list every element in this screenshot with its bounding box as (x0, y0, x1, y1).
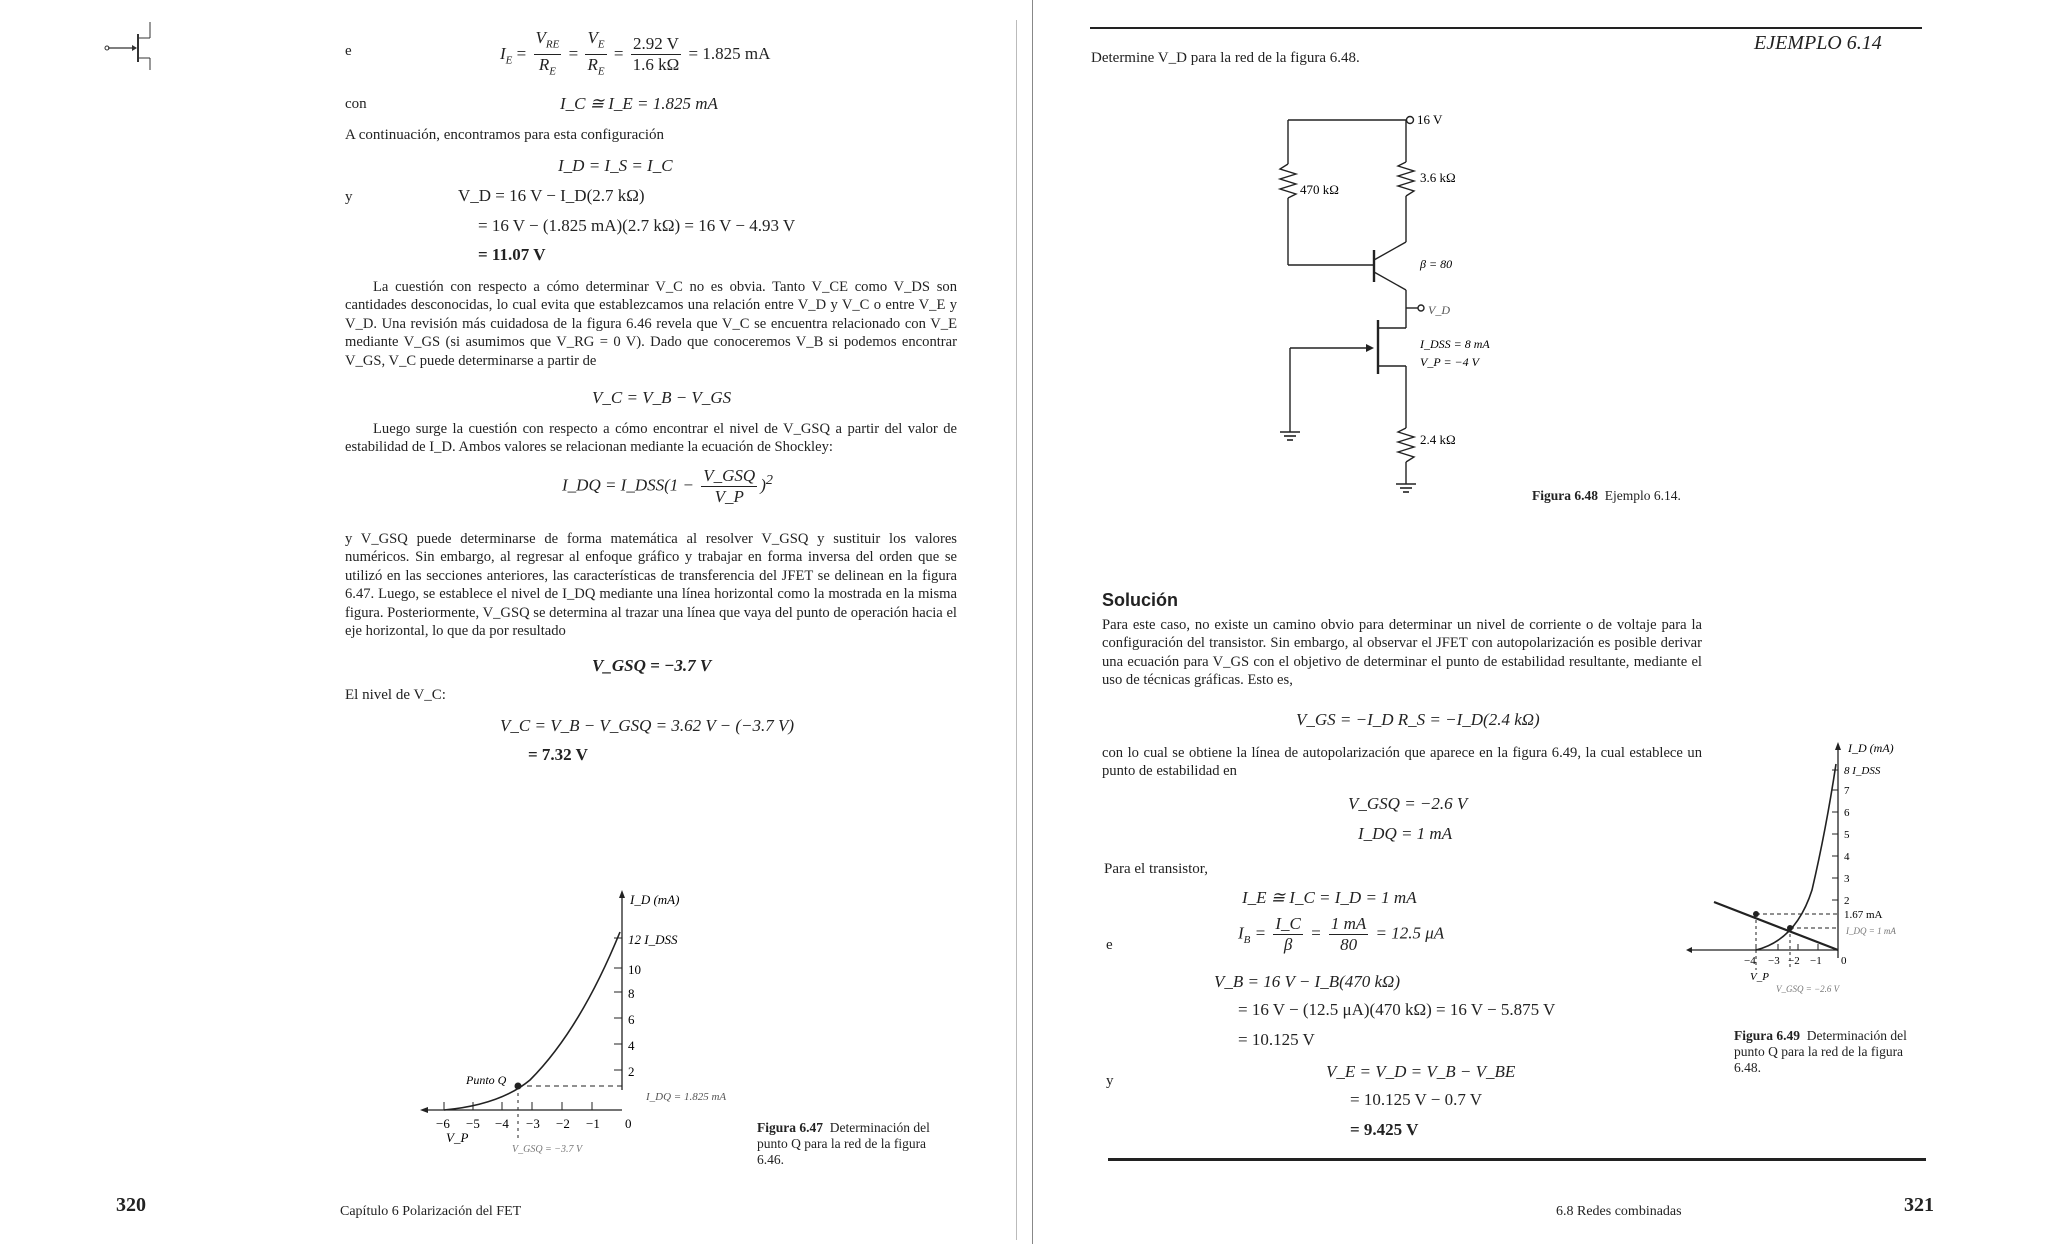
equation-shockley: I_DQ = I_DSS(1 − $\frac{\text{V\_GSQ}}{V\_P}$ )$^2$ (562, 466, 773, 506)
figure-6-48-caption: Figura 6.48 Ejemplo 6.14. (1532, 488, 1681, 503)
figure-6-47-caption: Figura 6.47 Determinación del punto Q para la red de la figura 6.46. (757, 1120, 930, 1167)
left-page-number: 320 (116, 1194, 146, 1216)
fig49-ytick: 2 (1844, 895, 1850, 907)
fig49-ytick: 6 (1844, 807, 1850, 819)
fig47-xtick: −3 (526, 1116, 540, 1131)
equation-vc: V_C = V_B − V_GS (592, 388, 732, 407)
equation-ie-right: I_E ≅ I_C = I_D = 1 mA (1242, 888, 1417, 907)
equation-vd-3: = 11.07 V (478, 245, 546, 264)
solucion-heading: Solución (1102, 590, 1178, 610)
page-gutter (1032, 0, 1033, 1244)
fig49-idq: 1.67 mA (1844, 909, 1883, 921)
fig49-xtick: −3 (1768, 955, 1780, 967)
fig49-ytick: 4 (1844, 851, 1850, 863)
equation-ve-2: = 10.125 V − 0.7 V (1350, 1090, 1483, 1109)
equation-vgsq-right: V_GSQ = −2.6 V (1348, 794, 1468, 813)
right-footer: 6.8 Redes combinadas (1556, 1204, 1682, 1219)
equation-vb-3: = 10.125 V (1238, 1030, 1315, 1049)
equation-idq: I_DQ = 1 mA (1358, 824, 1453, 843)
right-page-number: 321 (1904, 1194, 1934, 1216)
fig47-xtick: 0 (625, 1116, 632, 1131)
self-bias-line (1714, 902, 1838, 950)
fig49-vgsq: V_GSQ = −2.6 V (1776, 984, 1840, 994)
label-e: e (345, 43, 352, 59)
fig48-vd: V_D (1428, 303, 1450, 317)
fig47-ylabel: I_D (mA) (630, 892, 680, 907)
fig48-beta: β = 80 (1420, 257, 1453, 271)
fig49-xtick: −4 (1744, 955, 1756, 967)
equation-vc2-1: V_C = V_B − V_GSQ = 3.62 V − (−3.7 V) (500, 716, 795, 735)
equation-id: I_D = I_S = I_C (558, 156, 673, 175)
label-con: con (345, 96, 367, 112)
fig49-ytick: 5 (1844, 829, 1850, 841)
label-e-right: e (1106, 937, 1113, 953)
equation-vgsq: V_GSQ = −3.7 V (592, 656, 712, 675)
fig48-vp: V_P = −4 V (1420, 355, 1479, 369)
figure-6-49-caption: Figura 6.49 Determinación del punto Q para la red de la figura 6.48. (1734, 1028, 1907, 1075)
fig47-xtick: −6 (436, 1116, 450, 1131)
equation-ie: $I_E$ = $\frac{V_{RE}}{R_E}$ = $\frac{V_E}{R_E}$ = $\frac{2.92 V}{1.6 k\Omega}$ = 1.825 mA (500, 28, 771, 78)
fig48-vdd: 16 V (1417, 112, 1443, 127)
punto-q-marker (515, 1083, 522, 1090)
equation-vb-2: = 16 V − (12.5 μA)(470 kΩ) = 16 V − 5.875 V (1238, 1000, 1556, 1019)
fig47-xtick: −1 (586, 1116, 600, 1131)
fig47-ytick: 2 (628, 1064, 635, 1079)
fig47-ytick: 6 (628, 1012, 635, 1027)
fig49-xtick: −2 (1788, 955, 1800, 967)
label-y: y (345, 189, 353, 205)
figure-6-48 (1270, 102, 1530, 512)
figure-6-47 (420, 890, 750, 1180)
equation-ve-3: = 9.425 V (1350, 1120, 1419, 1139)
fig47-xtick: −4 (495, 1116, 509, 1131)
bottom-rule (1108, 1158, 1926, 1161)
figure-6-49 (1686, 740, 1906, 1020)
fig49-ylabel: I_D (mA) (1848, 741, 1894, 755)
solution-paragraph-2: con lo cual se obtiene la línea de autopolarización que aparece en la figura 6.49, la cual establece un punto de estabilidad en (1102, 745, 1702, 780)
fig47-ytick: 12 I_DSS (628, 932, 678, 947)
fig47-xtick: −2 (556, 1116, 570, 1131)
equation-vd-2: = 16 V − (1.825 mA)(2.7 kΩ) = 16 V − 4.93 V (478, 216, 796, 235)
left-footer: Capítulo 6 Polarización del FET (340, 1204, 522, 1219)
jfet-symbol-icon (104, 18, 154, 74)
fig49-ytick: 7 (1844, 785, 1850, 797)
equation-vgs: V_GS = −I_D R_S = −I_D(2.4 kΩ) (1296, 710, 1540, 729)
equation-vd-1: V_D = 16 V − I_D(2.7 kΩ) (458, 186, 645, 205)
fig49-ytick: 8 I_DSS (1844, 765, 1881, 777)
example-prompt: Determine V_D para la red de la figura 6.48. (1091, 50, 1360, 66)
equation-ve-1: V_E = V_D = V_B − V_BE (1326, 1062, 1516, 1081)
resistor-3k6 (1398, 162, 1414, 196)
ground-icon (1396, 484, 1416, 492)
fig47-ytick: 10 (628, 962, 641, 977)
fig47-vgsq: V_GSQ = −3.7 V (512, 1144, 583, 1155)
page-gutter (1016, 20, 1017, 1240)
label-y-right: y (1106, 1073, 1114, 1089)
fig49-xtick: 0 (1841, 955, 1847, 967)
equation-ib: $I_B$ = $\frac{I\_C}{\beta}$ = $\frac{1 mA}{80}$ = 12.5 μA (1238, 914, 1445, 954)
fig48-idss: I_DSS = 8 mA (1420, 337, 1490, 351)
fig48-rs: 2.4 kΩ (1420, 432, 1456, 447)
fig48-r1: 470 kΩ (1300, 182, 1339, 197)
fig47-vp: V_P (446, 1130, 469, 1145)
para-transistor: Para el transistor, (1104, 861, 1208, 877)
equation-ic: I_C ≅ I_E = 1.825 mA (560, 94, 718, 113)
intro-line: A continuación, encontramos para esta configuración (345, 127, 665, 143)
solution-paragraph-1: Para este caso, no existe un camino obvio para determinar un nivel de corriente o de voltaje para la configuración del transistor. Sin embargo, al observar el JFET con autopolarización es posible derivar una ecuación para V_GS con el objetivo de determinar el punto de estabilidad resultante, mediante el uso de técnicas gráficas. Esto es, (1102, 617, 1702, 689)
resistor-2k4 (1398, 428, 1414, 462)
example-title: EJEMPLO 6.14 (1754, 32, 1882, 54)
paragraph-2: Luego surge la cuestión con respecto a cómo encontrar el nivel de V_GSQ a partir del valor de estabilidad de I_D. Ambos valores se relacionan mediante la ecuación de Shockley: (345, 421, 957, 456)
fig47-xtick: −5 (466, 1116, 480, 1131)
equation-vc2-2: = 7.32 V (528, 745, 588, 764)
resistor-470k (1280, 164, 1296, 198)
fig49-vp: V_P (1750, 971, 1769, 983)
fig47-punto: Punto Q (466, 1073, 507, 1087)
ground-icon (1280, 432, 1300, 440)
top-rule (1090, 27, 1922, 29)
equation-vb-1: V_B = 16 V − I_B(470 kΩ) (1214, 972, 1400, 991)
fig47-ytick: 8 (628, 986, 635, 1001)
paragraph-3: y V_GSQ puede determinarse de forma matemática al resolver V_GSQ y sustituir los valores numéricos. Sin embargo, al regresar al enfoque gráfico y trabajar en forma inversa del orden que se utilizó en las secciones anteriores, las características de transferencia del JFET se delinean en la figura 6.47. Luego, se establece el nivel de I_DQ mediante una línea horizontal como la mostrada en la misma figura. Posteriormente, V_GSQ se determina al trazar una línea que vaya del punto de operación hacia el eje horizontal, lo que da por resultado (345, 531, 957, 640)
fig49-xtick: −1 (1810, 955, 1822, 967)
fig47-ytick: 4 (628, 1038, 635, 1053)
fig48-r2: 3.6 kΩ (1420, 170, 1456, 185)
fig49-idq2: I_DQ = 1 mA (1846, 926, 1896, 936)
fig49-ytick: 3 (1844, 873, 1850, 885)
fig47-idq: I_DQ = 1.825 mA (646, 1091, 727, 1103)
paragraph-1: La cuestión con respecto a cómo determinar V_C no es obvia. Tanto V_CE como V_DS son cantidades desconocidas, lo cual evita que establezcamos una relación entre V_D y V_C o entre V_E y V_D. Una revisión más cuidadosa de la figura 6.46 revela que V_C se encuentra relacionado con V_E mediante V_GS (si asumimos que V_RG = 0 V). Dado que conoceremos V_B si podemos encontrar V_GS, V_C puede determinarse a partir de (345, 279, 957, 369)
label-nivel: El nivel de V_C: (345, 687, 446, 703)
